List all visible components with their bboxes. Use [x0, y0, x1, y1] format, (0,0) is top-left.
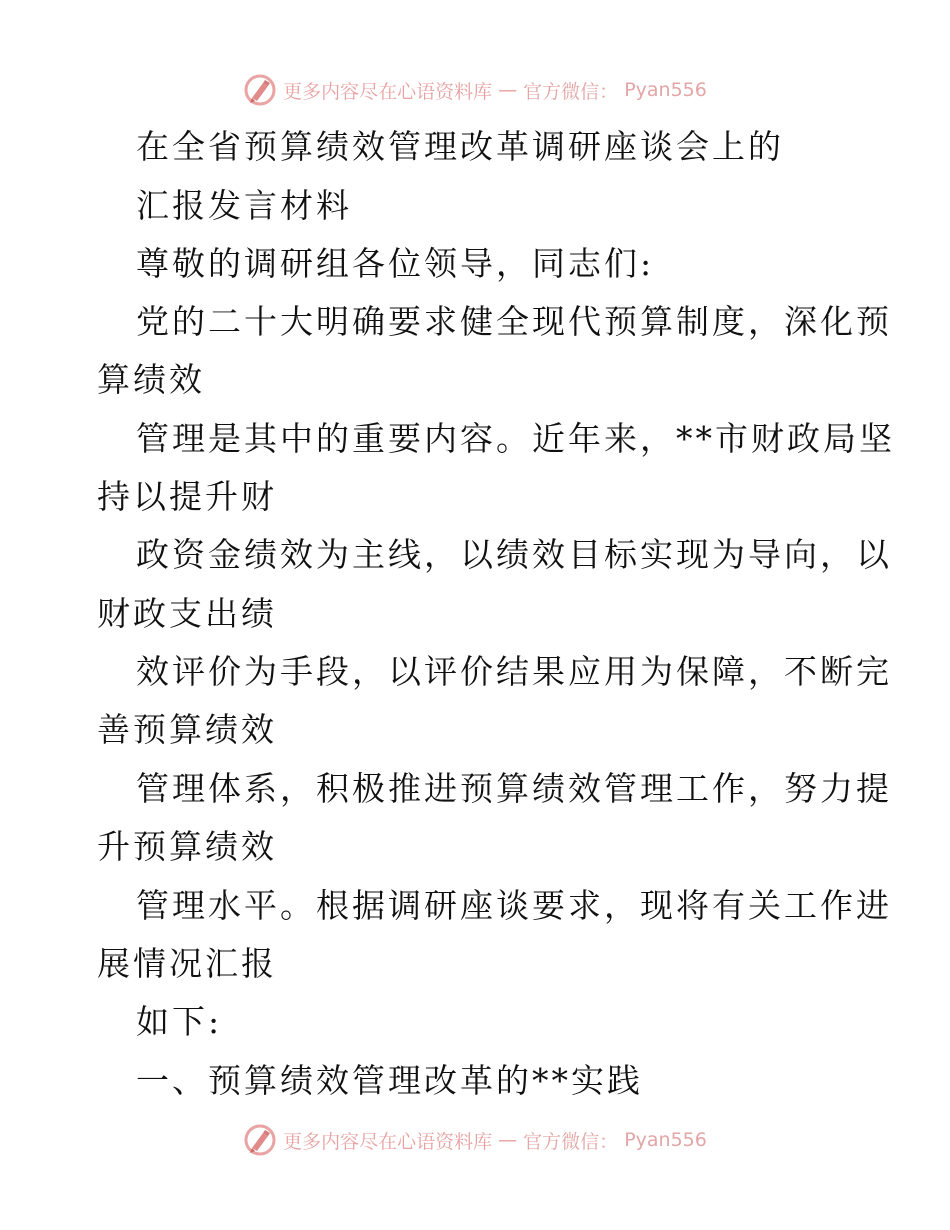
doc-paragraph-line: 财政支出绩 — [97, 594, 277, 633]
watermark-dash: — — [498, 1129, 518, 1151]
doc-paragraph-line: 政资金绩效为主线，以绩效目标实现为导向，以 — [136, 535, 892, 574]
doc-section-heading: 一、预算绩效管理改革的**实践 — [136, 1061, 643, 1100]
doc-paragraph-line: 升预算绩效 — [97, 827, 277, 866]
doc-paragraph-line: 持以提升财 — [97, 477, 277, 516]
doc-paragraph-line: 展情况汇报 — [97, 944, 277, 983]
doc-salutation: 尊敬的调研组各位领导，同志们: — [136, 244, 655, 283]
watermark-main-text: 更多内容尽在心语资料库 — [283, 80, 493, 103]
watermark-main-text: 更多内容尽在心语资料库 — [283, 1130, 493, 1153]
doc-paragraph-line: 党的二十大明确要求健全现代预算制度，深化预 — [136, 302, 892, 341]
watermark-footer — [0, 1122, 950, 1158]
doc-paragraph-line: 管理是其中的重要内容。近年来，**市财政局坚 — [136, 419, 895, 458]
watermark-wechat-id: Pyan556 — [624, 1129, 707, 1151]
doc-paragraph-line: 算绩效 — [97, 360, 205, 399]
doc-paragraph-line: 管理体系，积极推进预算绩效管理工作，努力提 — [136, 769, 892, 808]
watermark-dash: — — [498, 79, 518, 101]
watermark-header — [0, 72, 950, 108]
doc-paragraph-line: 管理水平。根据调研座谈要求，现将有关工作进 — [136, 886, 892, 925]
pen-logo-icon — [243, 73, 277, 107]
doc-title-line-1: 在全省预算绩效管理改革调研座谈会上的 — [136, 127, 784, 166]
doc-paragraph-line: 善预算绩效 — [97, 710, 277, 749]
watermark-wechat-id: Pyan556 — [624, 79, 707, 101]
doc-paragraph-line: 如下: — [136, 1002, 223, 1041]
pen-logo-icon — [243, 1123, 277, 1157]
doc-paragraph-line: 效评价为手段，以评价结果应用为保障，不断完 — [136, 652, 892, 691]
watermark-wechat-label: 官方微信： — [523, 1130, 619, 1153]
doc-title-line-2: 汇报发言材料 — [136, 186, 352, 225]
watermark-wechat-label: 官方微信： — [523, 80, 619, 103]
